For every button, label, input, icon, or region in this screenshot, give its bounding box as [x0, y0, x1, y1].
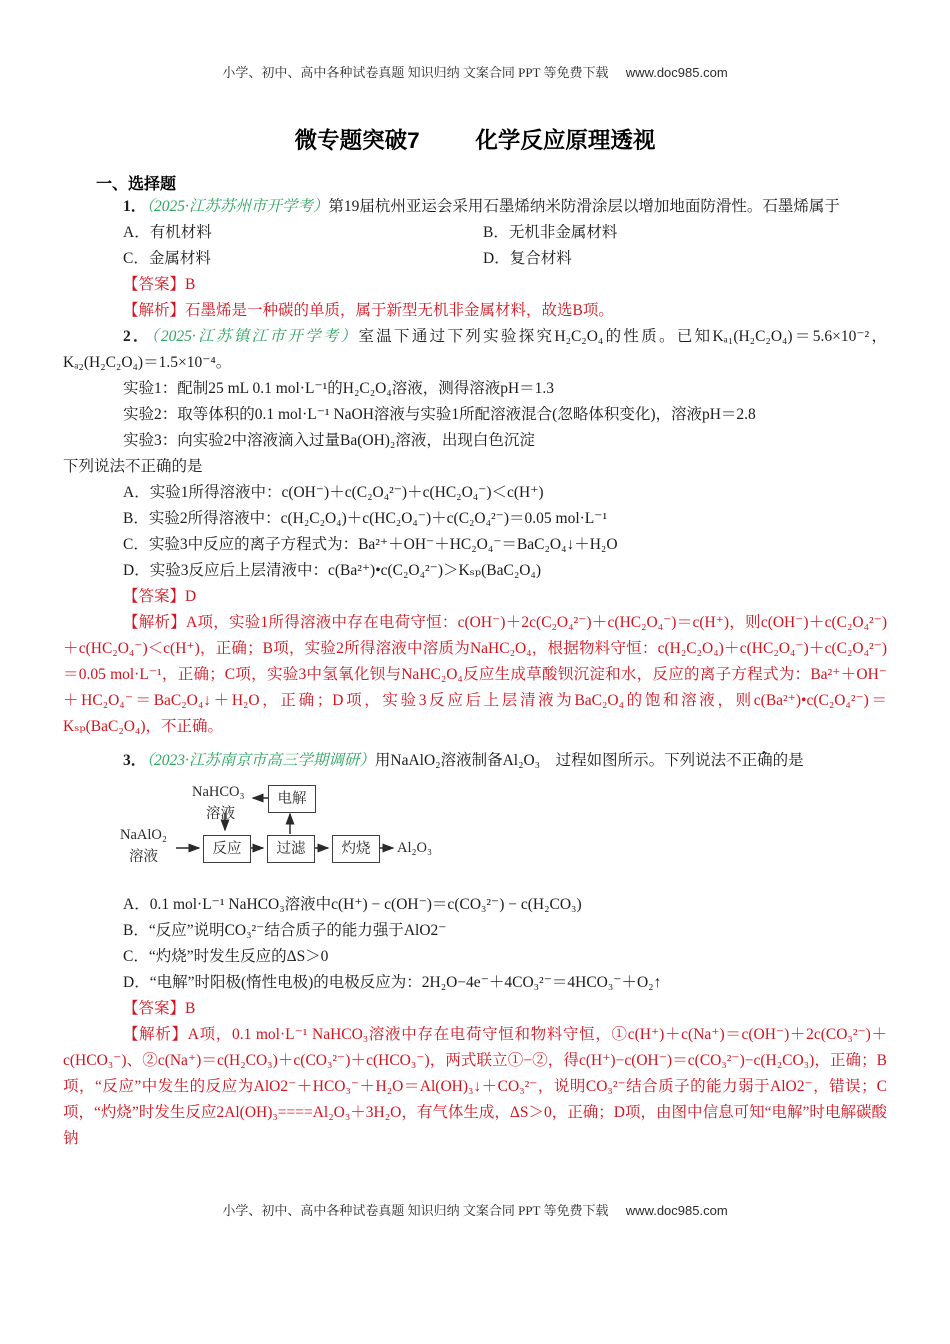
q3-option-b: B．“反应”说明CO₃²⁻结合质子的能力强于AlO2⁻ — [123, 922, 447, 939]
q3-analysis-line — [63, 1022, 887, 1152]
page-title — [63, 123, 887, 155]
q1-source: （2025·江苏苏州市开学考） — [146, 198, 329, 215]
q2-answer-label: 【答案】 — [123, 588, 186, 605]
q2-analysis-text: A项，实验1所得溶液中存在电荷守恒：c(OH⁻)＋2c(C₂O₄²⁻)＋c(HC₂O₄⁻)＝c(H⁺)，则c(OH⁻)＋c(C₂O₄²⁻)＋c(HC₂O₄⁻)＜c(H⁺)，正确；B项，实验2所得溶液中溶质为NaHC₂O₄，根据物料守恒：c(H₂C₂O₄)＋c(HC₂O₄⁻)＋c(C₂O₄²⁻)＝0.05 mol·L⁻¹，正确；C项，实验3中氢氧化钡与NaHC₂O₄反应生成草酸钡沉淀和水，反应的离子方程式为：Ba²⁺＋OH⁻＋HC₂O₄⁻＝BaC₂O₄↓＋H₂O，正确；D项，实验3反应后上层清液为BaC₂O₄的饱和溶液，则c(Ba²⁺)•c(C₂O₄²⁻)＝Kₛₚ(BaC₂O₄)，不正确。 — [63, 614, 887, 735]
filter-box: 过滤 — [267, 835, 315, 863]
q1-answer-value: B — [185, 276, 196, 293]
section-title: 一、选择题 — [96, 176, 177, 193]
page-header — [63, 62, 887, 81]
q3-option-a: A．0.1 mol·L⁻¹ NaHCO₃溶液中c(H⁺) − c(OH⁻)＝c(CO₃²⁻) − c(H₂CO₃) — [123, 896, 582, 913]
naalo2-solution-label-line1: NaAlO₂ — [120, 827, 167, 843]
nahco3-solution-label-line2: 溶液 — [206, 806, 235, 822]
header-text: 小学、初中、高中各种试卷真题 知识归纳 文案合同 PPT 等免费下载 — [222, 65, 609, 80]
q2-lead: 下列说法不正确的是 — [63, 458, 203, 475]
q2-analysis-line — [63, 610, 887, 740]
q2-analysis-label: 【解析】 — [123, 614, 187, 631]
q1-stem: 第19届杭州亚运会采用石墨烯纳米防滑涂层以增加地面防滑性。石墨烯属于 — [328, 198, 840, 215]
q1-option-a: A．有机材料 — [123, 224, 212, 241]
electrolysis-box: 电解 — [268, 785, 316, 813]
q2-number: 2． — [123, 328, 151, 345]
q3-stem-emphasized-char: 不 — [726, 752, 742, 769]
reaction-box: 反应 — [203, 835, 251, 863]
q2-option-a: A．实验1所得溶液中：c(OH⁻)＋c(C₂O₄²⁻)＋c(HC₂O₄⁻)＜c(H⁺) — [123, 484, 544, 501]
q1-stem-line — [63, 194, 887, 220]
al2o3-product-label: Al₂O₃ — [397, 840, 433, 856]
q3-option-d: D．“电解”时阳极(惰性电极)的电极反应为：2H₂O−4e⁻＋4CO₃²⁻＝4HCO₃⁻＋O₂↑ — [123, 974, 662, 991]
calcine-box: 灼烧 — [332, 835, 380, 863]
q1-option-c: C．金属材料 — [123, 250, 211, 267]
q2-option-b: B．实验2所得溶液中：c(H₂C₂O₄)＋c(HC₂O₄⁻)＋c(C₂O₄²⁻)＝0.05 mol·L⁻¹ — [123, 510, 608, 527]
q3-option-c: C．“灼烧”时发生反应的ΔS＞0 — [123, 948, 329, 965]
q3-answer-value: B — [185, 1000, 196, 1017]
q3-analysis-text: A项，0.1 mol·L⁻¹ NaHCO₃溶液中存在电荷守恒和物料守恒，①c(H⁺)＋c(Na⁺)＝c(OH⁻)＋2c(CO₃²⁻)＋c(HCO₃⁻)、②c(Na⁺)＝c(H₂CO₃)＋c(CO₃²⁻)＋c(HCO₃⁻)，两式联立①−②，得c(H⁺)−c(OH⁻)＝c(CO₃²⁻)−c(H₂CO₃)，正确；B项，“反应”中发生的反应为AlO2⁻＋HCO₃⁻＋H₂O＝Al(OH)₃↓＋CO₃²⁻，说明CO₃²⁻结合质子的能力弱于AlO2⁻，错误；C项，“灼烧”时发生反应2Al(OH)₃====Al₂O₃＋3H₂O，有气体生成，ΔS＞0，正确；D项，由图中信息可知“电解”时电解碳酸钠 — [63, 1026, 887, 1147]
title-topic-name: 化学反应原理透视 — [475, 128, 656, 153]
flow-diagram — [120, 778, 540, 890]
q3-stem-part-a: 用NaAlO₂溶液制备Al₂O₃ 过程如图所示。下列说法 — [374, 752, 727, 769]
nahco3-solution-label-line1: NaHCO₃ — [192, 784, 245, 800]
q2-experiment-3: 实验3：向实验2中溶液滴入过量Ba(OH)₂溶液，出现白色沉淀 — [123, 432, 535, 449]
q2-option-c: C．实验3中反应的离子方程式为：Ba²⁺＋OH⁻＋HC₂O₄⁻＝BaC₂O₄↓＋H₂O — [123, 536, 618, 553]
q1-analysis-label: 【解析】 — [123, 302, 186, 319]
q1-answer-label: 【答案】 — [123, 276, 186, 293]
q1-number: 1． — [123, 198, 147, 215]
q2-stem-line — [63, 324, 887, 376]
q1-option-row-2 — [63, 246, 887, 272]
q3-analysis-label: 【解析】 — [123, 1026, 188, 1043]
q2-experiment-1: 实验1：配制25 mL 0.1 mol·L⁻¹的H₂C₂O₄溶液，测得溶液pH＝1.3 — [123, 380, 555, 397]
q3-source: （2023·江苏南京市高三学期调研） — [146, 752, 375, 769]
q1-option-row-1 — [63, 220, 887, 246]
flow-arrows — [120, 778, 540, 890]
q2-answer-line — [63, 584, 887, 610]
naalo2-solution-label-line2: 溶液 — [129, 849, 158, 865]
q1-option-d: D．复合材料 — [483, 250, 572, 267]
title-topic-number: 微专题突破7 — [294, 128, 420, 153]
q1-option-b: B．无机非金属材料 — [483, 224, 618, 241]
footer-text: 小学、初中、高中各种试卷真题 知识归纳 文案合同 PPT 等免费下载 — [222, 1203, 609, 1218]
q3-stem-part-b: 正确的是 — [741, 752, 804, 769]
page-footer — [0, 1200, 950, 1219]
q2-stem: 室温下通过下列实验探究H₂C₂O₄的性质。已知Kₐ₁(H₂C₂O₄)＝5.6×10⁻²，Kₐ₂(H₂C₂O₄)＝1.5×10⁻⁴。 — [63, 328, 887, 371]
header-site-url: www.doc985.com — [625, 65, 728, 80]
q3-number: 3． — [123, 752, 147, 769]
footer-site-url: www.doc985.com — [625, 1203, 728, 1218]
q2-experiment-2: 实验2：取等体积的0.1 mol·L⁻¹ NaOH溶液与实验1所配溶液混合(忽略体积变化)，溶液pH＝2.8 — [123, 406, 756, 423]
q2-source: （2025·江苏镇江市开学考） — [150, 328, 359, 345]
q3-stem-line — [63, 748, 887, 774]
q2-option-d: D．实验3反应后上层清液中：c(Ba²⁺)•c(C₂O₄²⁻)＞Kₛₚ(BaC₂O₄) — [123, 562, 541, 579]
q1-analysis-text: 石墨烯是一种碳的单质，属于新型无机非金属材料，故选B项。 — [185, 302, 614, 319]
q1-answer-line — [63, 272, 887, 298]
q1-analysis-line — [63, 298, 887, 324]
q3-answer-label: 【答案】 — [123, 1000, 186, 1017]
q2-answer-value: D — [185, 588, 197, 605]
q3-answer-line — [63, 996, 887, 1022]
